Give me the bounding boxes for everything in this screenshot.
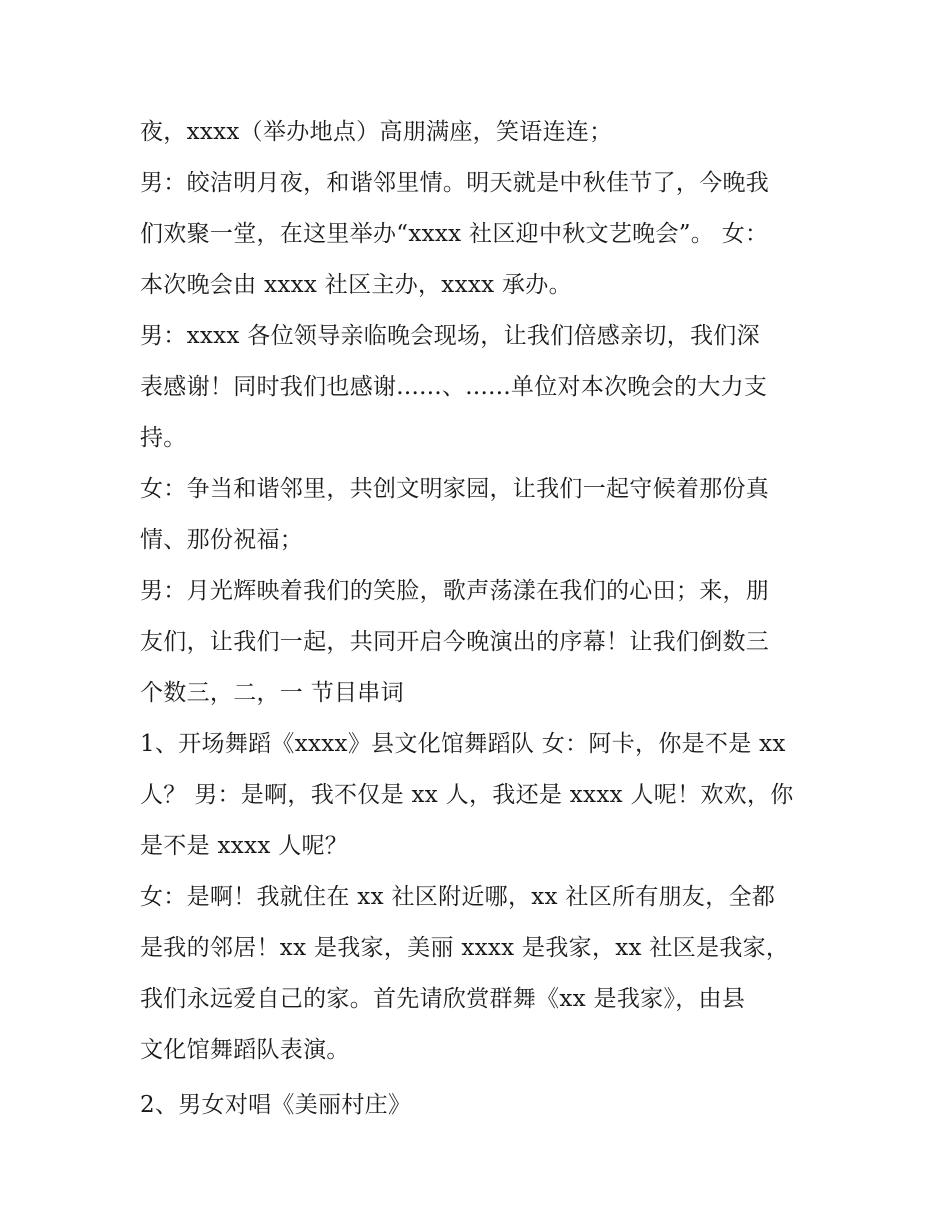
text-line-19: 文化馆舞蹈队表演。 (140, 1037, 350, 1063)
text-line-6: 表感谢！同时我们也感谢......、......单位对本次晚会的大力支 (140, 374, 768, 400)
text-line-12: 个数三，二，一 节目串词 (140, 680, 404, 706)
text-line-11: 友们，让我们一起，共同开启今晚演出的序幕！让我们倒数三 (140, 629, 770, 655)
text-line-13: 1、开场舞蹈《xxxx》县文化馆舞蹈队 女：阿卡，你是不是 xx (140, 731, 786, 757)
text-line-5: 男：xxxx 各位领导亲临晚会现场，让我们倍感亲切，我们深 (140, 323, 760, 349)
text-line-15: 是不是 xxxx 人呢？ (140, 833, 349, 859)
text-line-3: 们欢聚一堂，在这里举办“xxxx 社区迎中秋文艺晚会”。 女： (140, 221, 769, 247)
text-line-16: 女：是啊！我就住在 xx 社区附近哪，xx 社区所有朋友，全都 (140, 884, 776, 910)
text-line-1: 夜，xxxx（举办地点）高朋满座，笑语连连； (140, 119, 613, 145)
document-body (140, 107, 830, 1131)
text-line-8: 女：争当和谐邻里，共创文明家园，让我们一起守候着那份真 (140, 476, 770, 502)
text-line-2: 男：皎洁明月夜，和谐邻里情。明天就是中秋佳节了，今晚我 (140, 170, 770, 196)
text-line-18: 我们永远爱自己的家。首先请欣赏群舞《xx 是我家》，由县 (140, 986, 746, 1012)
text-line-14: 人？ 男：是啊，我不仅是 xx 人，我还是 xxxx 人呢！欢欢，你 (140, 782, 794, 808)
text-line-20: 2、男女对唱《美丽村庄》 (140, 1092, 412, 1118)
text-line-10: 男：月光辉映着我们的笑脸，歌声荡漾在我们的心田；来，朋 (140, 578, 770, 604)
text-line-17: 是我的邻居！xx 是我家，美丽 xxxx 是我家，xx 社区是我家， (140, 935, 790, 961)
text-line-7: 持。 (140, 425, 187, 451)
text-line-4: 本次晚会由 xxxx 社区主办，xxxx 承办。 (140, 272, 572, 298)
text-line-9: 情、那份祝福； (140, 527, 304, 553)
